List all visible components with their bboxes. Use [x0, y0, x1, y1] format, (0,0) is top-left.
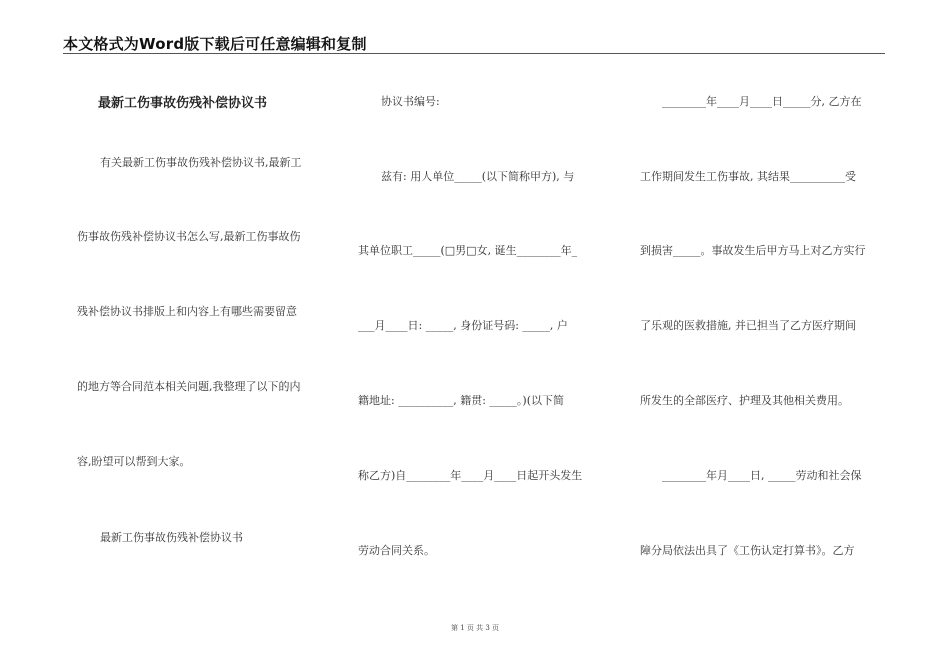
text-line: 其单位职工_____(□男□女, 诞生________年_: [358, 244, 578, 257]
text-line: ________年____月____日_____分, 乙方在: [662, 95, 862, 108]
text-line: 容,盼望可以帮到大家。: [77, 455, 191, 468]
text-line: 有关最新工伤事故伤残补偿协议书,最新工: [100, 156, 302, 169]
header-divider: [63, 53, 885, 54]
text-line: 兹有: 用人单位_____(以下简称甲方), 与: [381, 170, 575, 183]
text-line: 工作期间发生工伤事故, 其结果__________受: [640, 170, 856, 183]
text-line: 伤事故伤残补偿协议书怎么写,最新工伤事故伤: [77, 230, 301, 243]
text-line: 籍地址: __________, 籍贯: _____。)(以下简: [358, 394, 564, 407]
text-line: 残补偿协议书排版上和内容上有哪些需要留意: [77, 305, 297, 318]
text-line: 最新工伤事故伤残补偿协议书: [100, 531, 243, 544]
text-line: ________年月____日, _____劳动和社会保: [662, 469, 862, 482]
text-line: 称乙方)自________年____月____日起开头发生: [358, 469, 583, 482]
text-line: 所发生的全部医疗、护理及其他相关费用。: [640, 394, 849, 407]
text-line: ___月____日: _____, 身份证号码: _____, 户: [358, 319, 568, 332]
text-line: 到损害_____。事故发生后甲方马上对乙方实行: [640, 244, 866, 257]
text-line: 劳动合同关系。: [358, 544, 435, 557]
page-footer: 第 1 页 共 3 页: [450, 624, 500, 632]
text-line: 协议书编号:: [381, 95, 440, 108]
header-title: 本文格式为Word版下载后可任意编辑和复制: [63, 35, 367, 53]
text-line: 障分局依法出具了《工伤认定打算书》。乙方: [640, 544, 855, 557]
text-line: 的地方等合同范本相关问题,我整理了以下的内: [77, 380, 301, 393]
text-line: 了乐观的医救措施, 并已担当了乙方医疗期间: [640, 319, 856, 332]
document-title: 最新工伤事故伤残补偿协议书: [98, 96, 268, 111]
